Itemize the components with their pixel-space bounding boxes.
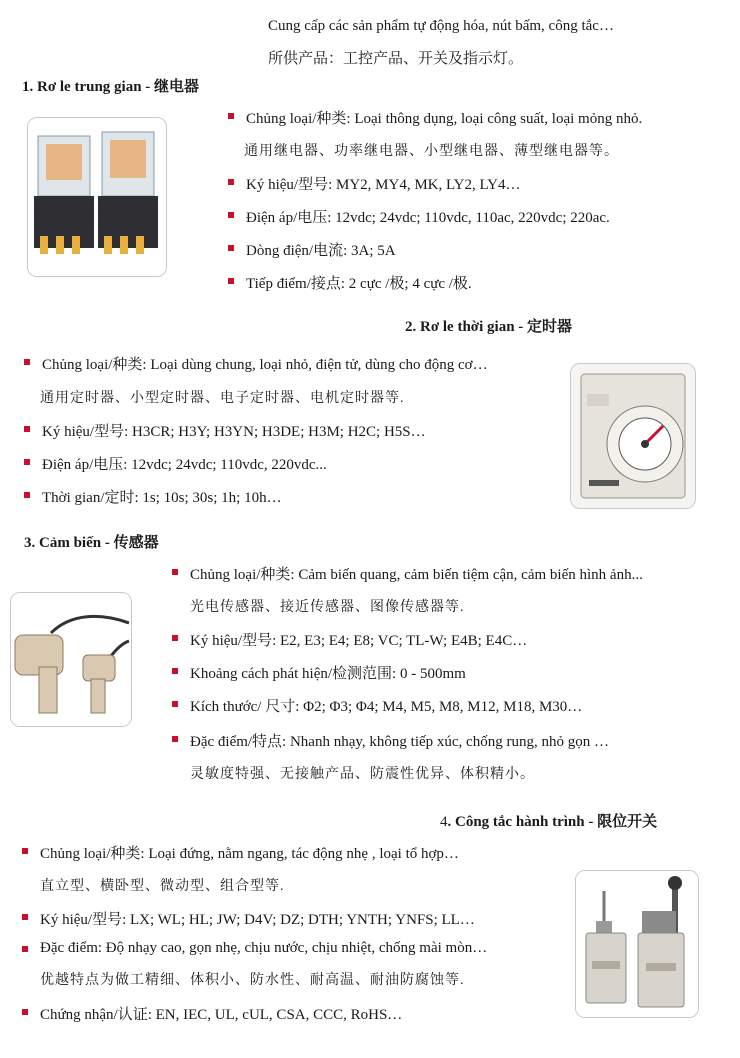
bullet-icon [228,278,234,284]
bullet-icon [24,426,30,432]
s3-bullet-5-sub: 灵敏度特强、无接触产品、防震性优异、体积精小。 [190,767,535,782]
bullet-icon [22,848,28,854]
bullet-icon [228,212,234,218]
sensor-photo [10,592,132,727]
section-4-num: 4 [440,814,448,830]
bullet-icon [22,914,28,920]
s4-bullet-1-sub: 直立型、横卧型、微动型、组合型等. [40,879,285,894]
limit-switch-photo [575,870,699,1018]
s3-bullet-3: Khoảng cách phát hiện/检测范围: 0 - 500mm [172,662,466,683]
s2-bullet-1-sub: 通用定时器、小型定时器、电子定时器、电机定时器等. [40,391,405,406]
bullet-icon [172,569,178,575]
s1-bullet-2: Ký hiệu/型号: MY2, MY4, MK, LY2, LY4… [228,173,521,194]
s1-bullet-1: Chủng loại/种类: Loại thông dụng, loại công suất, loại mỏng nhỏ. [228,107,642,128]
s1-bullet-3: Điện áp/电压: 12vdc; 24vdc; 110vdc, 110ac, 220vdc; 220ac. [228,206,610,227]
s3-bullet-1: Chủng loại/种类: Cảm biến quang, cảm biến tiệm cận, cảm biến hình ảnh... [172,563,643,584]
section-1-heading: 1. Rơ le trung gian - 继电器 [22,79,200,95]
bullet-icon [228,179,234,185]
bullet-icon [172,635,178,641]
s1-bullet-1-sub: 通用继电器、功率继电器、小型继电器、薄型继电器等。 [244,144,619,159]
s4-bullet-3-sub: 优越特点为做工精细、体积小、防水性、耐高温、耐油防腐蚀等. [40,973,465,988]
intro-line-1: Cung cấp các sản phẩm tự động hóa, nút bấm, công tắc… [268,18,614,34]
bullet-icon [172,701,178,707]
s2-bullet-3: Điện áp/电压: 12vdc; 24vdc; 110vdc, 220vdc... [24,453,327,474]
bullet-icon [228,245,234,251]
s2-bullet-4: Thời gian/定时: 1s; 10s; 30s; 1h; 10h… [24,486,282,507]
s3-bullet-1-sub: 光电传感器、接近传感器、图像传感器等. [190,600,465,615]
bullet-icon [24,459,30,465]
bullet-icon [172,736,178,742]
intro-line-2: 所供产品：工控产品、开关及指示灯。 [268,51,524,67]
section-2-heading: 2. Rơ le thời gian - 定时器 [405,319,573,335]
s3-bullet-2: Ký hiệu/型号: E2, E3; E4; E8; VC; TL-W; E4B; E4C… [172,629,527,650]
relay-photo [27,117,167,277]
bullet-icon [24,359,30,365]
bullet-icon [22,1009,28,1015]
s1-bullet-5: Tiếp điểm/接点: 2 cực /极; 4 cực /极. [228,272,472,293]
s3-bullet-5: Đặc điểm/特点: Nhanh nhạy, không tiếp xúc, chống rung, nhỏ gọn … [172,730,609,751]
s1-bullet-4: Dòng điện/电流: 3A; 5A [228,239,396,260]
bullet-icon [22,946,28,952]
s4-bullet-4: Chứng nhận/认证: EN, IEC, UL, cUL, CSA, CCC, RoHS… [22,1003,402,1024]
bullet-icon [24,492,30,498]
section-3-heading: 3. Cảm biến - 传感器 [24,535,159,551]
s4-bullet-2: Ký hiệu/型号: LX; WL; HL; JW; D4V; DZ; DTH; YNTH; YNFS; LL… [22,908,475,929]
bullet-icon [172,668,178,674]
section-4-title: . Công tắc hành trình - 限位开关 [447,814,658,830]
s4-bullet-3: Đặc điểm: Độ nhạy cao, gọn nhẹ, chịu nước, chịu nhiệt, chống mài mòn… [22,940,487,957]
s4-bullet-1: Chủng loại/种类: Loại đứng, nằm ngang, tác động nhẹ , loại tổ hợp… [22,842,459,863]
s2-bullet-1: Chủng loại/种类: Loại dùng chung, loại nhỏ, điện tử, dùng cho động cơ… [24,353,488,374]
s3-bullet-4: Kích thước/ 尺寸: Φ2; Φ3; Φ4; M4, M5, M8, M12, M18, M30… [172,695,582,716]
timer-photo [570,363,696,509]
section-4-heading [440,810,657,831]
s2-bullet-2: Ký hiệu/型号: H3CR; H3Y; H3YN; H3DE; H3M; H2C; H5S… [24,420,426,441]
bullet-icon [228,113,234,119]
